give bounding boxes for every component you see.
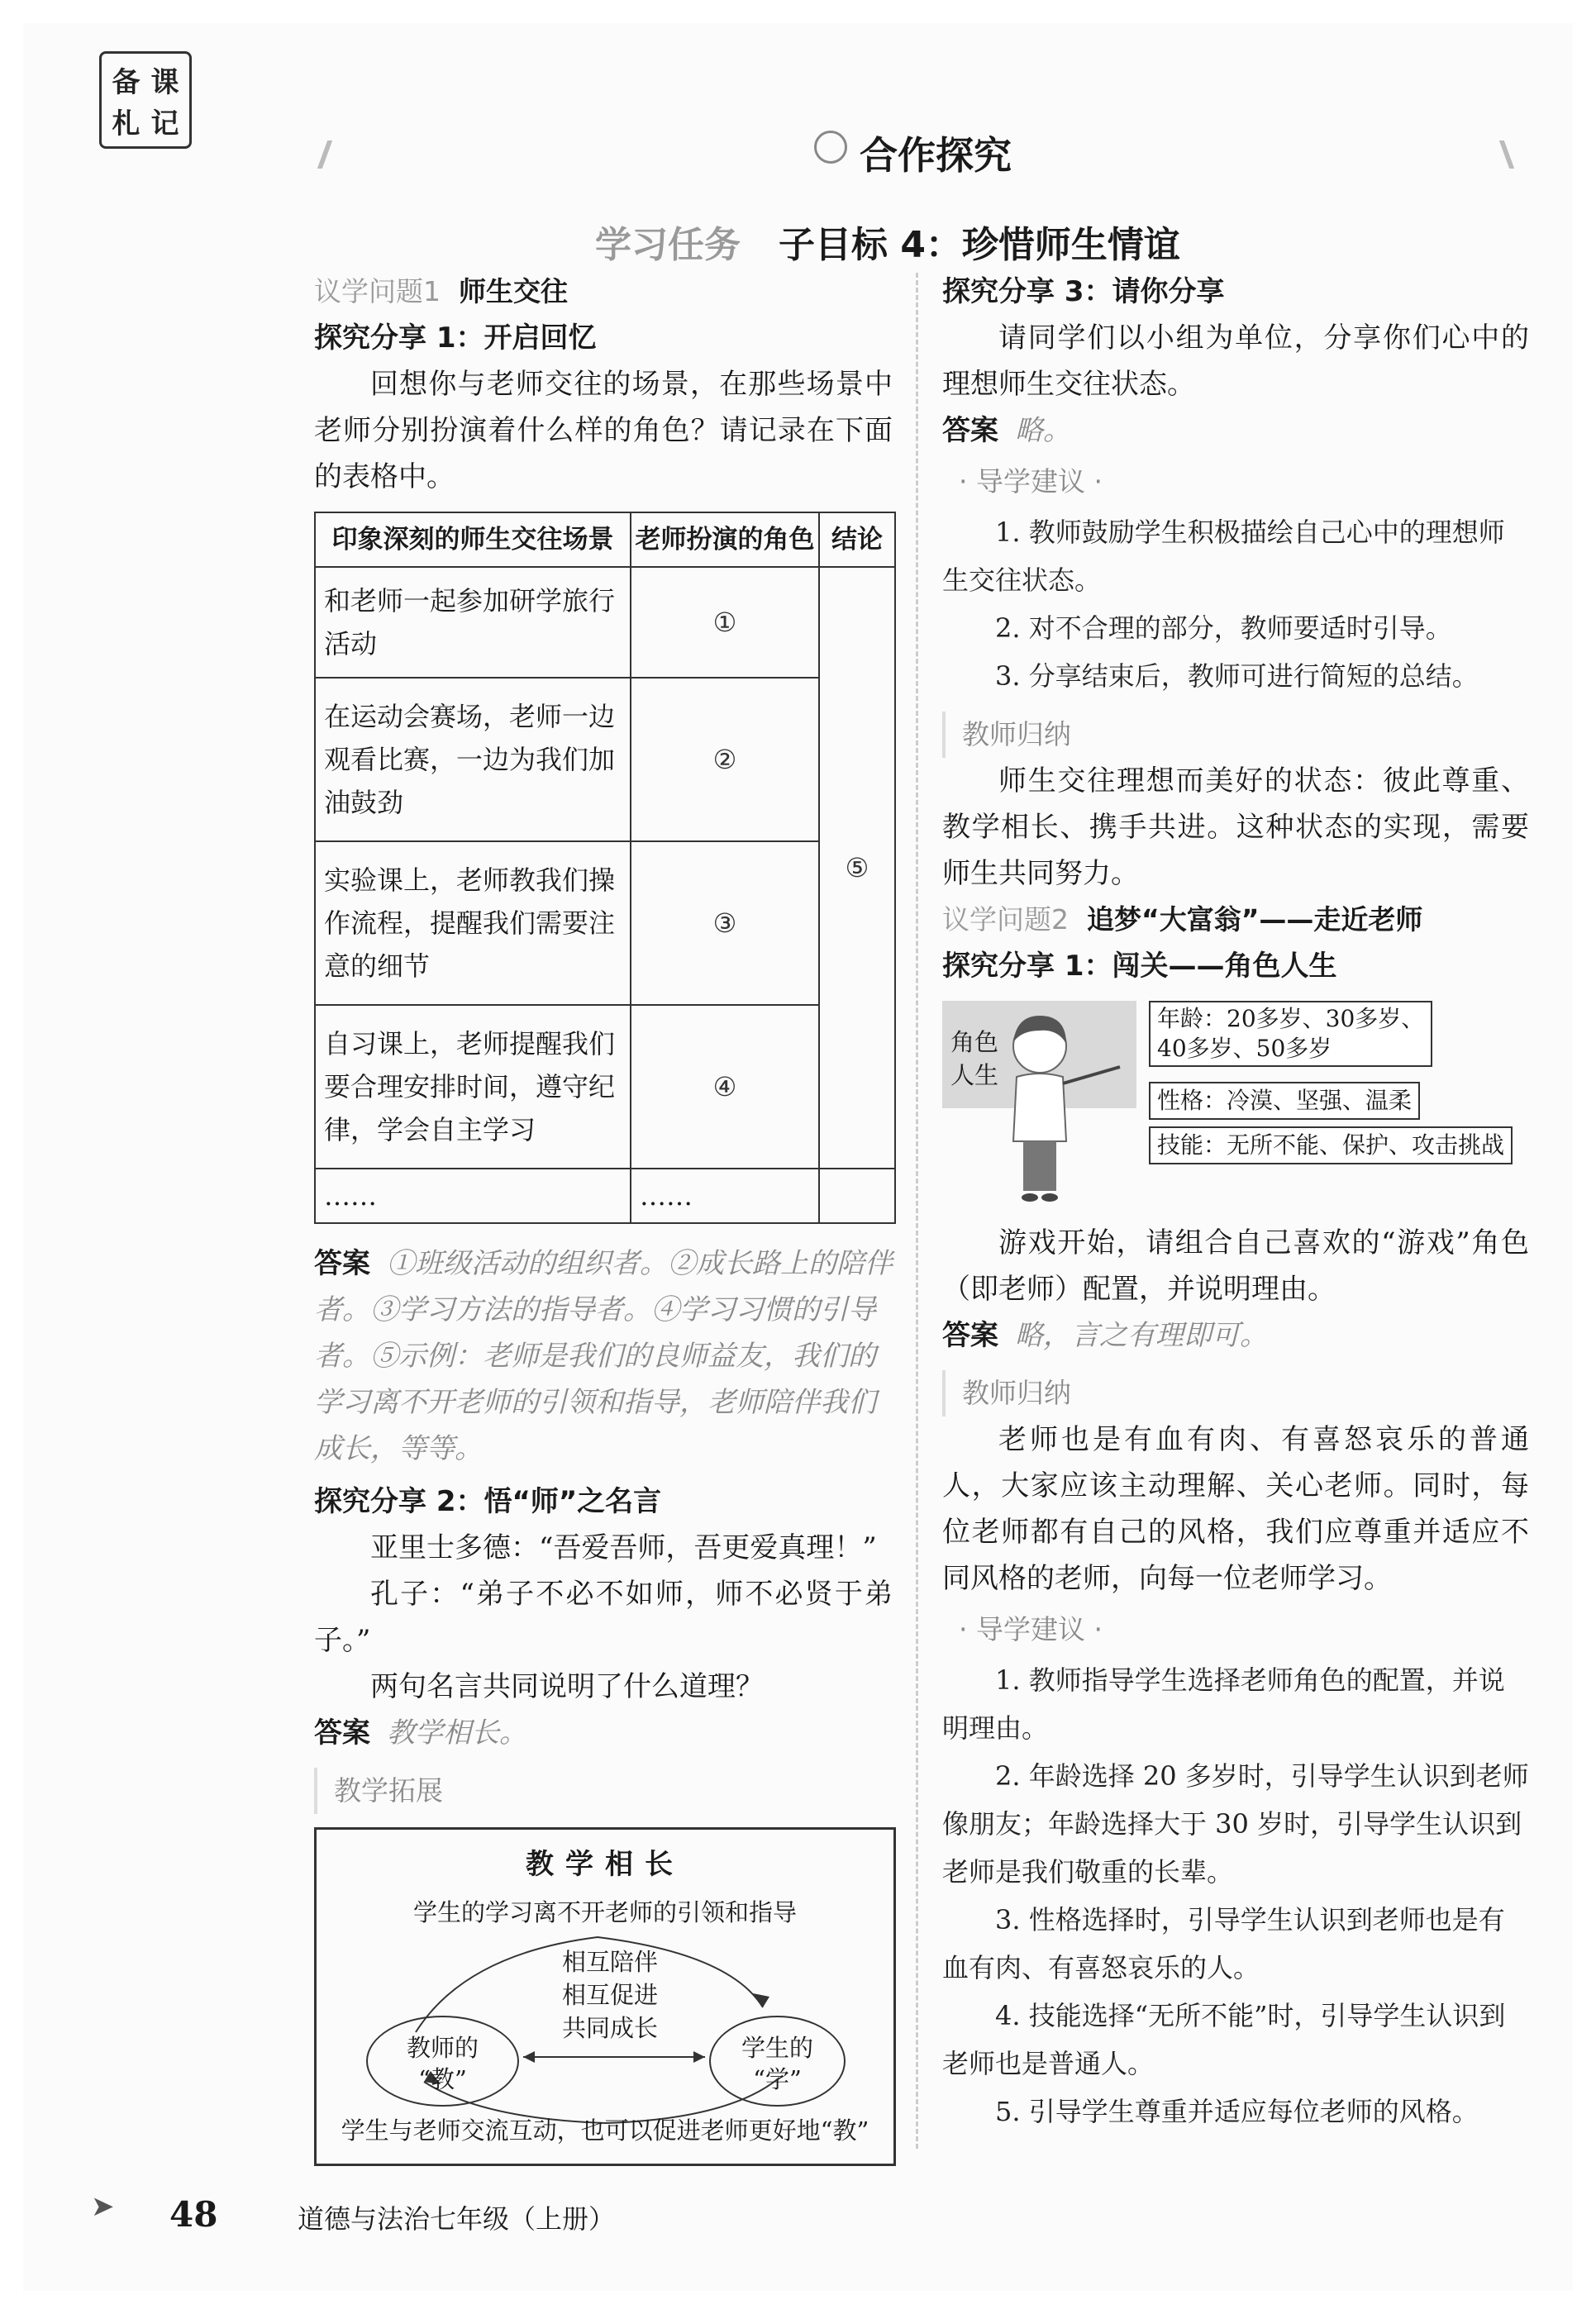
guide-item: 3. 性格选择时，引导学生认识到老师也是有血有肉、有喜怒哀乐的人。 [942, 1904, 1505, 1983]
stamp-char: 札 [112, 107, 141, 140]
age-line: 年龄：20多岁、30多岁、 [1157, 1005, 1425, 1032]
magnifier-icon [814, 131, 847, 164]
guide-item: 3. 分享结束后，教师可进行简短的总结。 [995, 660, 1479, 692]
teaching-expand-box [314, 1827, 896, 2166]
answer-label: 答案 [314, 1716, 370, 1750]
scene-cell: 实验课上，老师教我们操作流程，提醒我们需要注意的细节 [315, 841, 631, 1005]
role-cell: ④ [631, 1005, 819, 1169]
guide-heading: · 导学建议 · [959, 465, 1103, 498]
table-header: 结论 [819, 512, 895, 567]
guide-item: 2. 对不合理的部分，教师要适时引导。 [995, 612, 1452, 644]
node-line: “学” [753, 2065, 802, 2093]
expand-top-text: 学生的学习离不开老师的引领和指导 [412, 1898, 797, 1926]
table-header: 老师扮演的角色 [631, 512, 819, 567]
node-line: “教” [418, 2065, 467, 2093]
guide-item: 5. 引导学生尊重并适应每位老师的风格。 [995, 2096, 1479, 2127]
page-number: 48 [169, 2194, 218, 2235]
stamp-char: 课 [150, 65, 179, 99]
share-3-text: 请同学们以小组为单位，分享你们心中的理想师生交往状态。 [942, 321, 1529, 401]
section-title: 合作探究 [860, 133, 1012, 178]
question-1-heading [314, 269, 893, 315]
answer-text: 略。 [1015, 414, 1071, 447]
teaching-expand-tag: 教学拓展 [314, 1768, 893, 1814]
guide-item: 1. 教师指导学生选择老师角色的配置，并说明理由。 [942, 1664, 1505, 1744]
share-3-title: 探究分享 3：请你分享 [942, 275, 1225, 308]
node-line: 教师的 [406, 2034, 479, 2062]
role-cell: ② [631, 678, 819, 841]
summary-1-text: 师生交往理想而美好的状态：彼此尊重、教学相长、携手共进。这种状态的实现，需要师生共同努力。 [942, 764, 1529, 890]
teacher-summary-tag: 教师归纳 [942, 712, 1529, 758]
share-2-title: 探究分享 2：悟“师”之名言 [314, 1485, 662, 1518]
table-header: 印象深刻的师生交往场景 [315, 512, 631, 567]
answer-text: 略，言之有理即可。 [1015, 1319, 1268, 1352]
role-label-line: 人生 [950, 1061, 999, 1089]
scene-cell: 自习课上，老师提醒我们要合理安排时间，遵守纪律，学会自主学习 [315, 1005, 631, 1169]
answer-text: ①班级活动的组织者。②成长路上的陪伴者。③学习方法的指导者。④学习习惯的引导者。⑤示例：老师是我们的良师益友，我们的学习离不开老师的引领和指导，老师陪伴我们成长，等等。 [314, 1247, 893, 1465]
answer-1 [314, 1240, 893, 1472]
task-heading [595, 215, 1180, 268]
share-1-title: 探究分享 1：开启回忆 [314, 321, 597, 355]
quote-confucius: 孔子：“弟子不必不如师，师不必贤于弟子。” [314, 1578, 893, 1657]
share-1-text: 回想你与老师交往的场景，在那些场景中老师分别扮演着什么样的角色？请记录在下面的表格中。 [314, 368, 893, 493]
role-share-title: 探究分享 1：闯关——角色人生 [942, 950, 1337, 983]
node-line: 学生的 [741, 2034, 813, 2062]
expand-bottom-text: 学生与老师交流互动，也可以促进老师更好地“教” [341, 2116, 869, 2145]
role-life-figure [942, 1001, 1529, 1212]
table-row [315, 567, 895, 678]
role-cell: ① [631, 567, 819, 678]
task-label: 学习任务 [595, 224, 741, 266]
lesson-notes-stamp [99, 51, 192, 149]
scene-cell: 和老师一起参加研学旅行活动 [315, 567, 631, 678]
personality-box: 性格：冷漠、坚强、温柔 [1149, 1082, 1420, 1120]
column-divider [916, 273, 918, 2149]
question-title: 师生交往 [459, 275, 568, 307]
roles-table [314, 512, 896, 1224]
book-title: 道德与法治七年级（上册） [298, 2203, 616, 2235]
answer-label: 答案 [314, 1247, 370, 1280]
scene-cell: 在运动会赛场，老师一边观看比赛，一边为我们加油鼓劲 [315, 678, 631, 841]
role-cell: …… [631, 1169, 819, 1223]
role-label [950, 1026, 998, 1092]
expand-title: 教学相长 [526, 1848, 684, 1881]
empty-cell [819, 1169, 895, 1223]
left-column [314, 269, 893, 2166]
guide-item: 4. 技能选择“无所不能”时，引导学生认识到老师也是普通人。 [942, 2000, 1506, 2079]
role-share-text: 游戏开始，请组合自己喜欢的“游戏”角色（即老师）配置，并说明理由。 [942, 1226, 1529, 1306]
answer-label: 答案 [942, 1319, 998, 1352]
quote-aristotle: 亚里士多德：“吾爱吾师，吾更爱真理！” [370, 1531, 877, 1564]
scene-cell: …… [315, 1169, 631, 1223]
age-line: 40多岁、50多岁 [1157, 1035, 1332, 1062]
answer-label: 答案 [942, 414, 998, 447]
footer-arrow-icon: ➤ [91, 2190, 115, 2223]
stamp-char: 记 [150, 107, 179, 140]
question-title: 追梦“大富翁”——走近老师 [1087, 903, 1423, 936]
skills-box: 技能：无所不能、保护、攻击挑战 [1149, 1126, 1513, 1164]
table-row [315, 1005, 895, 1169]
table-row [315, 841, 895, 1005]
table-row [315, 1169, 895, 1223]
question-number: 议学问题1 [314, 275, 441, 307]
question-number: 议学问题2 [942, 903, 1069, 936]
question-2-heading [942, 897, 1529, 943]
age-box [1149, 1001, 1432, 1067]
guide-heading: · 导学建议 · [959, 1613, 1103, 1645]
answer-2 [314, 1710, 893, 1756]
summary-2-text: 老师也是有血有肉、有喜怒哀乐的普通人，大家应该主动理解、关心老师。同时，每位老师都有自己的风格，我们应尊重并适应不同风格的老师，向每一位老师学习。 [942, 1423, 1529, 1595]
expand-middle [540, 1945, 680, 2045]
conclusion-cell: ⑤ [819, 567, 895, 1169]
teacher-teaching-node [366, 2016, 519, 2107]
share-2-question: 两句名言共同说明了什么道理？ [370, 1670, 764, 1703]
guide-item: 1. 教师鼓励学生积极描绘自己心中的理想师生交往状态。 [942, 517, 1505, 596]
right-column [942, 269, 1529, 2135]
table-row [315, 678, 895, 841]
guide-item: 2. 年龄选择 20 多岁时，引导学生认识到老师像朋友；年龄选择大于 30 岁时，引导学生认识到老师是我们敬重的长辈。 [942, 1760, 1529, 1888]
middle-line: 相互陪伴 [561, 1948, 658, 1976]
middle-line: 共同成长 [561, 2014, 658, 2042]
teacher-summary-tag: 教师归纳 [942, 1370, 1529, 1416]
student-learning-node [709, 2016, 846, 2107]
answer-role [942, 1312, 1529, 1359]
role-cell: ③ [631, 841, 819, 1005]
stamp-char: 备 [112, 65, 141, 99]
middle-line: 相互促进 [561, 1981, 658, 2009]
role-label-line: 角色 [950, 1028, 999, 1056]
answer-text: 教学相长。 [387, 1716, 527, 1750]
answer-3 [942, 407, 1529, 454]
task-subgoal: 子目标 4：珍惜师生情谊 [779, 224, 1180, 266]
